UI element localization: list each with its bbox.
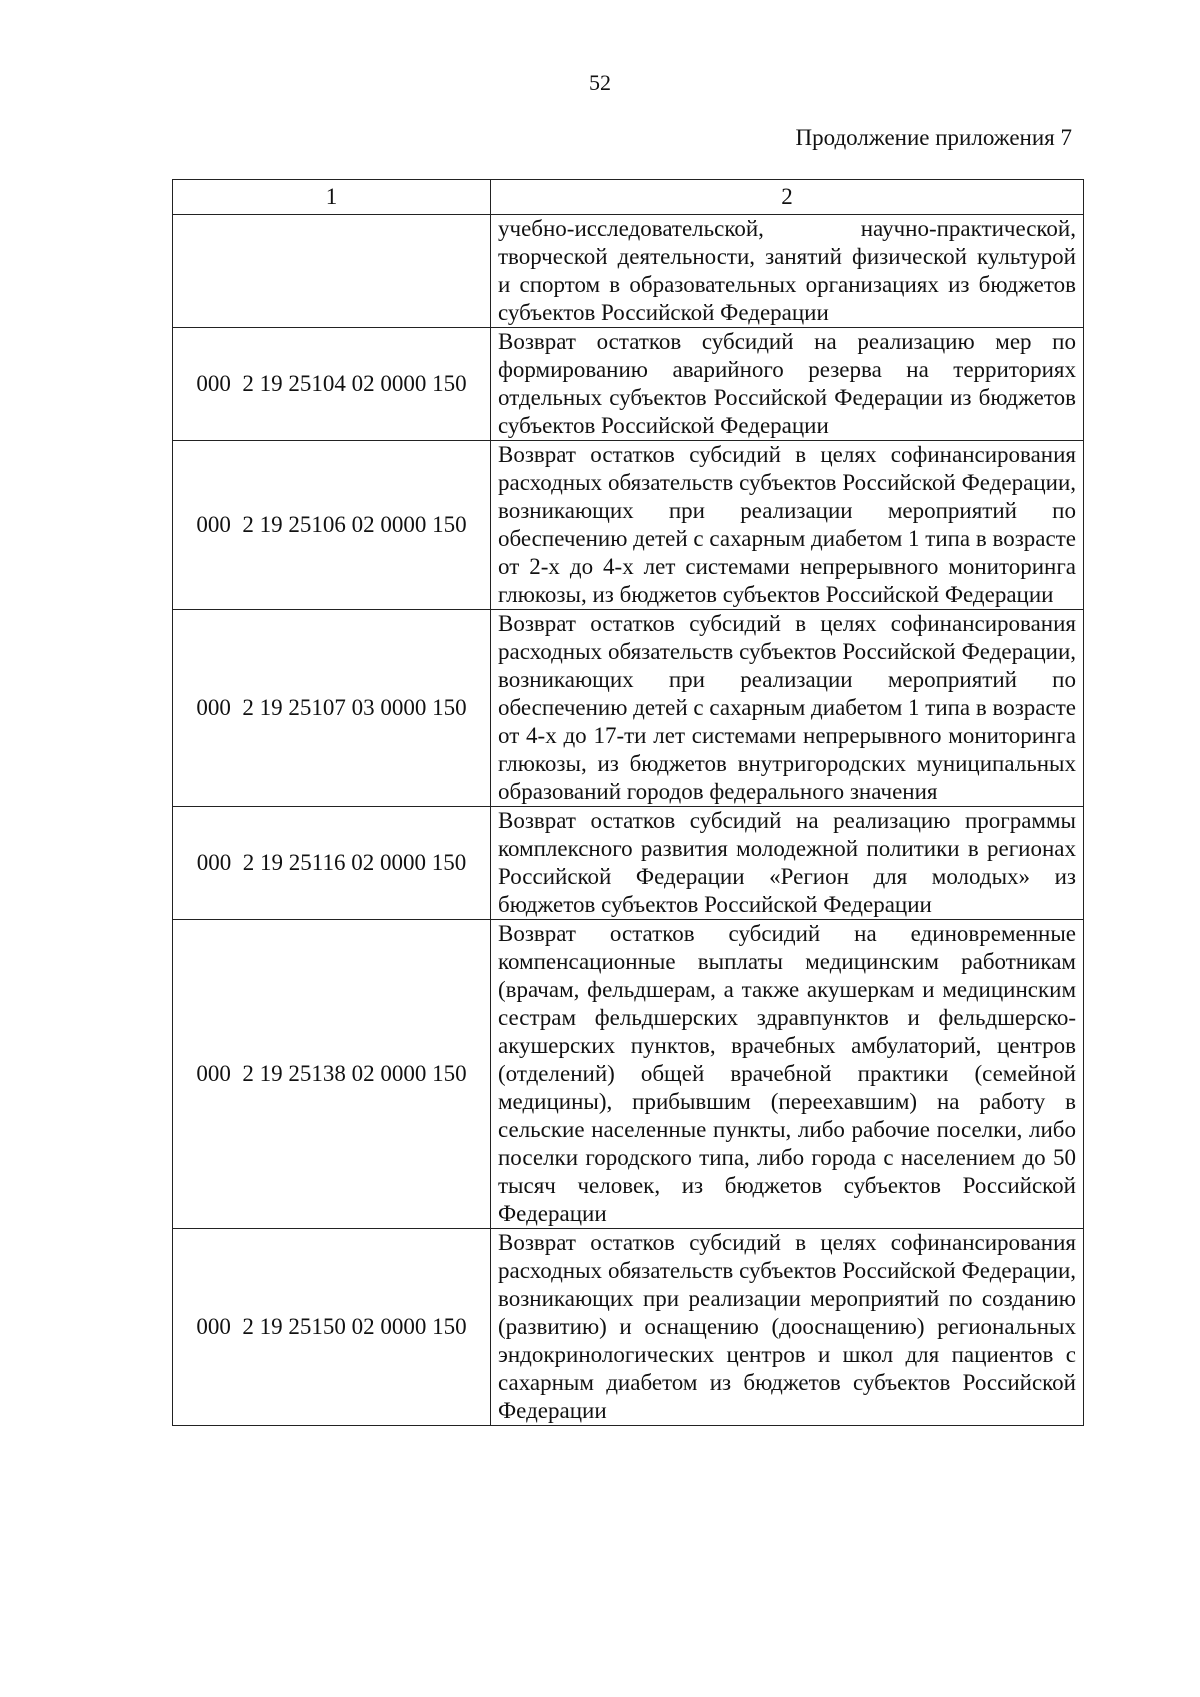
budget-code-cell: 000 2 19 25104 02 0000 150 (173, 328, 491, 441)
budget-code-cell (173, 215, 491, 328)
description-cell: Возврат остатков субсидий в целях софинансирования расходных обязательств субъектов Российской Федерации, возникающих при реализации мероприятий по обеспечению детей с сахарным диабетом 1 типа в возрасте от 4-х до 17-ти лет системами непрерывного мониторинга глюкозы, из бюджетов внутригородских муниципальных образований городов федерального значения (491, 610, 1084, 807)
page-number: 52 (589, 70, 611, 95)
budget-code-cell: 000 2 19 25150 02 0000 150 (173, 1229, 491, 1426)
budget-code-cell: 000 2 19 25138 02 0000 150 (173, 920, 491, 1229)
table-row (173, 920, 1084, 1229)
table-row (173, 807, 1084, 920)
table-header-row (173, 180, 1084, 215)
description-cell: Возврат остатков субсидий в целях софинансирования расходных обязательств субъектов Российской Федерации, возникающих при реализации мероприятий по созданию (развитию) и оснащению (дооснащению) региональных эндокринологических центров и школ для пациентов с сахарным диабетом из бюджетов субъектов Российской Федерации (491, 1229, 1084, 1426)
appendix-continuation-note: Продолжение приложения 7 (795, 125, 1072, 150)
column-header-1: 1 (173, 180, 491, 215)
budget-codes-table (172, 179, 1084, 1426)
column-header-2: 2 (491, 180, 1084, 215)
budget-code-cell: 000 2 19 25106 02 0000 150 (173, 441, 491, 610)
description-cell: Возврат остатков субсидий на реализацию мер по формированию аварийного резерва на территориях отдельных субъектов Российской Федерации из бюджетов субъектов Российской Федерации (491, 328, 1084, 441)
budget-code-cell: 000 2 19 25107 03 0000 150 (173, 610, 491, 807)
table-row (173, 328, 1084, 441)
description-cell: Возврат остатков субсидий на единовременные компенсационные выплаты медицинским работникам (врачам, фельдшерам, а также акушеркам и медицинским сестрам фельдшерских здравпунктов и фельдшерско-акушерских пунктов, врачебных амбулаторий, центров (отделений) общей врачебной практики (семейной медицины), прибывшим (переехавшим) на работу в сельские населенные пункты, либо рабочие поселки, либо поселки городского типа, либо города с населением до 50 тысяч человек, из бюджетов субъектов Российской Федерации (491, 920, 1084, 1229)
description-cell: Возврат остатков субсидий на реализацию программы комплексного развития молодежной политики в регионах Российской Федерации «Регион для молодых» из бюджетов субъектов Российской Федерации (491, 807, 1084, 920)
description-cell: Возврат остатков субсидий в целях софинансирования расходных обязательств субъектов Российской Федерации, возникающих при реализации мероприятий по обеспечению детей с сахарным диабетом 1 типа в возрасте от 2-х до 4-х лет системами непрерывного мониторинга глюкозы, из бюджетов субъектов Российской Федерации (491, 441, 1084, 610)
table-row (173, 610, 1084, 807)
table-row (173, 1229, 1084, 1426)
table-row (173, 215, 1084, 328)
description-cell: учебно-исследовательской, научно-практической, творческой деятельности, занятий физической культурой и спортом в образовательных организациях из бюджетов субъектов Российской Федерации (491, 215, 1084, 328)
budget-code-cell: 000 2 19 25116 02 0000 150 (173, 807, 491, 920)
table-row (173, 441, 1084, 610)
